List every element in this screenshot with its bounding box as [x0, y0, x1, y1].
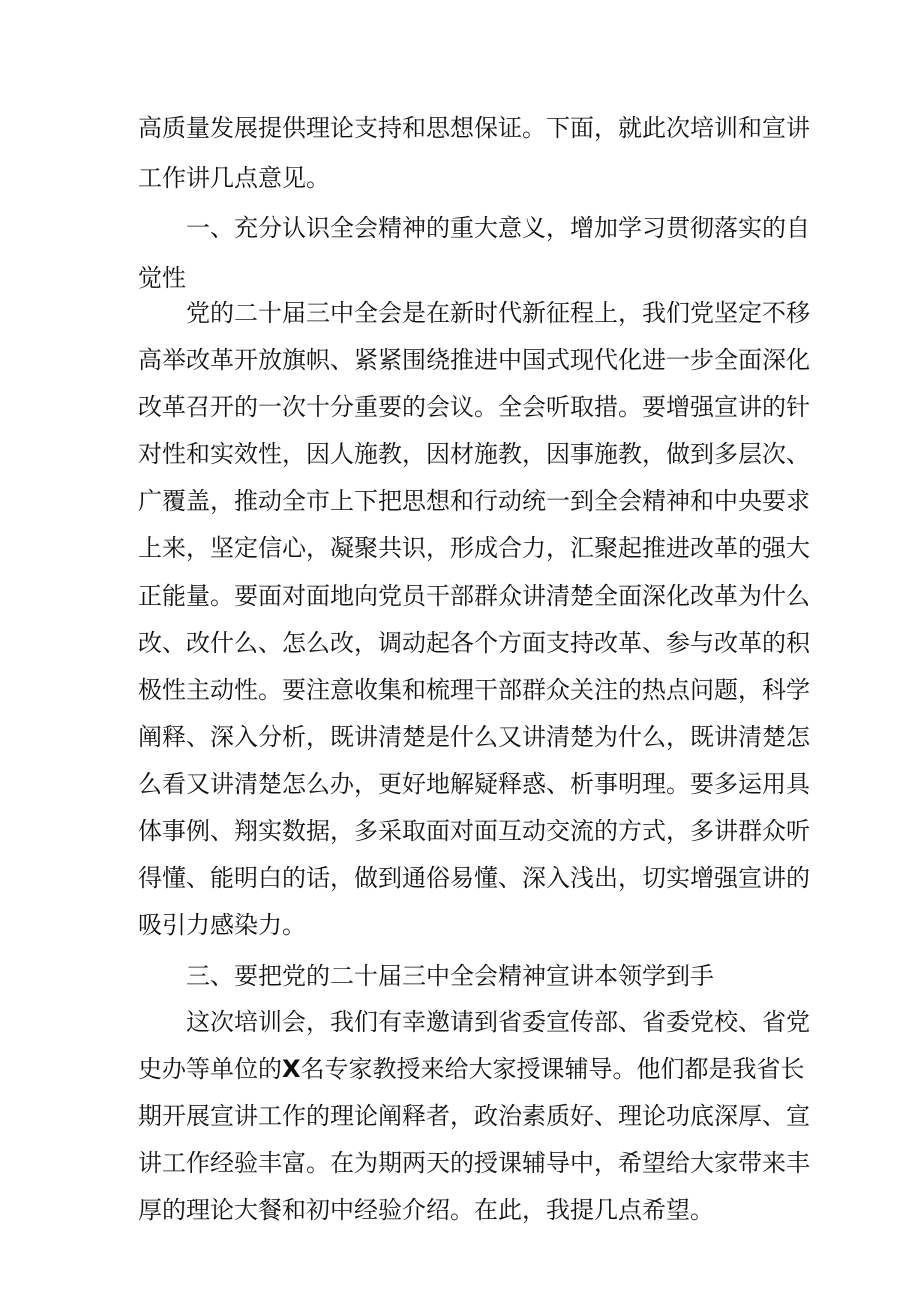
text-line: 么看又讲清楚怎么办，更好地解疑释惑、析事明理。要多运用具: [138, 770, 810, 798]
text-line: 正能量。要面对面地向党员干部群众讲清楚全面深化改革为什么: [138, 582, 810, 610]
text-line: 改、改什么、怎么改，调动起各个方面支持改革、参与改革的积: [138, 629, 810, 657]
text-line: 党的二十届三中全会是在新时代新征程上，我们党坚定不移: [186, 299, 810, 327]
text-segment: 名专家教授来给大家授课辅导。他们都是我省长: [300, 1055, 805, 1083]
text-line: 得懂、能明白的话，做到通俗易懂、深入浅出，切实增强宣讲的: [138, 864, 810, 892]
text-line: 工作讲几点意见。: [138, 164, 330, 192]
text-line: 对性和实效性，因人施教，因材施教，因事施教，做到多层次、: [138, 440, 810, 468]
placeholder-number: X: [282, 1055, 301, 1083]
text-line: 高举改革开放旗帜、紧紧围绕推进中国式现代化进一步全面深化: [138, 346, 810, 374]
text-line: 讲工作经验丰富。在为期两天的授课辅导中，希望给大家带来丰: [138, 1149, 810, 1177]
text-line: 改革召开的一次十分重要的会议。全会听取措。要增强宣讲的针: [138, 393, 810, 421]
text-segment: 史办等单位的: [138, 1055, 282, 1083]
text-line: 极性主动性。要注意收集和梳理干部群众关注的热点问题，科学: [138, 676, 810, 704]
section-heading-line: 一、充分认识全会精神的重大意义，增加学习贯彻落实的自: [186, 214, 810, 242]
text-line: 吸引力感染力。: [138, 911, 306, 939]
text-line-with-placeholder: [138, 1049, 805, 1089]
text-line: 期开展宣讲工作的理论阐释者，政治素质好、理论功底深厚、宣: [138, 1102, 810, 1130]
text-line: 这次培训会，我们有幸邀请到省委宣传部、省委党校、省党: [186, 1008, 810, 1036]
text-line: 厚的理论大餐和初中经验介绍。在此，我提几点希望。: [138, 1196, 714, 1224]
section-heading-line: 三、要把党的二十届三中全会精神宣讲本领学到手: [186, 962, 714, 990]
text-line: 上来，坚定信心，凝聚共识，形成合力，汇聚起推进改革的强大: [138, 534, 810, 562]
text-line: 体事例、翔实数据，多采取面对面互动交流的方式，多讲群众听: [138, 817, 810, 845]
text-line: 阐释、深入分析，既讲清楚是什么又讲清楚为什么，既讲清楚怎: [138, 723, 810, 751]
section-heading-line: 觉性: [138, 264, 186, 292]
text-line: 广覆盖，推动全市上下把思想和行动统一到全会精神和中央要求: [138, 487, 810, 515]
text-line: 高质量发展提供理论支持和思想保证。下面，就此次培训和宣讲: [138, 114, 810, 142]
